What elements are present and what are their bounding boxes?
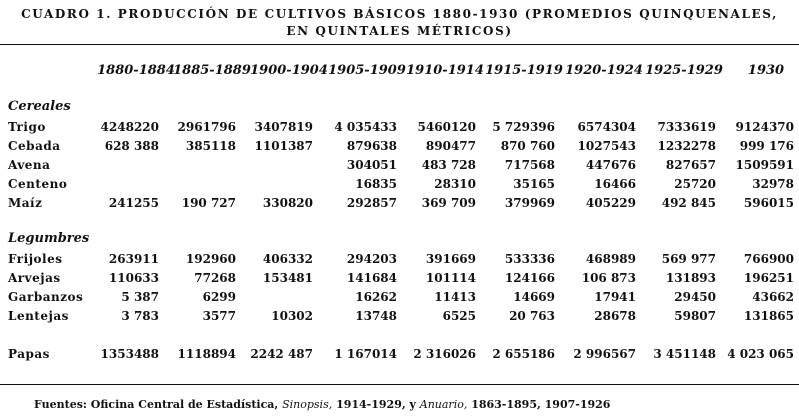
table-cell: 1118894 bbox=[177, 347, 236, 361]
table-cell: 29450 bbox=[674, 290, 716, 304]
table-cell: 292857 bbox=[346, 196, 397, 210]
table-cell: 35165 bbox=[513, 177, 555, 191]
table-cell: 3577 bbox=[202, 309, 236, 323]
table-cell: 263911 bbox=[108, 252, 159, 266]
column-header: 1900-1904 bbox=[250, 63, 328, 78]
table-cell: 628 388 bbox=[104, 139, 159, 153]
table-cell: 5 729396 bbox=[492, 120, 555, 134]
source-pub-2: Anuario, bbox=[419, 398, 468, 411]
table-cell: 827657 bbox=[665, 158, 716, 172]
table-cell: 17941 bbox=[594, 290, 636, 304]
table-cell: 405229 bbox=[585, 196, 636, 210]
table-cell: 330820 bbox=[262, 196, 313, 210]
column-header: 1930 bbox=[747, 63, 785, 78]
column-header: 1910-1914 bbox=[406, 63, 484, 78]
table-cell: 385118 bbox=[185, 139, 236, 153]
table-cell: 6525 bbox=[442, 309, 476, 323]
table-cell: 870 760 bbox=[500, 139, 555, 153]
table-cell: 16262 bbox=[355, 290, 397, 304]
table-cell: 241255 bbox=[108, 196, 159, 210]
table-cell: 999 176 bbox=[739, 139, 794, 153]
table-cell: 596015 bbox=[743, 196, 794, 210]
table-cell: 14669 bbox=[513, 290, 555, 304]
row-label-lentejas: Lentejas bbox=[8, 309, 69, 323]
table-cell: 16835 bbox=[355, 177, 397, 191]
table-cell: 1101387 bbox=[254, 139, 313, 153]
table-cell: 890477 bbox=[425, 139, 476, 153]
table-cell: 16466 bbox=[594, 177, 636, 191]
table-cell: 6299 bbox=[202, 290, 236, 304]
table-cell: 1027543 bbox=[577, 139, 636, 153]
source-note bbox=[34, 398, 610, 411]
table-cell: 468989 bbox=[585, 252, 636, 266]
table-cell: 131865 bbox=[743, 309, 794, 323]
table-cell: 1 167014 bbox=[334, 347, 397, 361]
source-range-2: 1863-1895, 1907-1926 bbox=[471, 398, 611, 411]
table-cell: 7333619 bbox=[657, 120, 716, 134]
table-cell: 196251 bbox=[743, 271, 794, 285]
table-cell: 6574304 bbox=[577, 120, 636, 134]
table-cell: 533336 bbox=[504, 252, 555, 266]
section-cereales: Cereales bbox=[8, 99, 71, 114]
section-legumbres: Legumbres bbox=[8, 231, 90, 246]
row-label-avena: Avena bbox=[8, 158, 51, 172]
table-cell: 1232278 bbox=[657, 139, 716, 153]
table-cell: 766900 bbox=[743, 252, 794, 266]
table-cell: 28310 bbox=[434, 177, 476, 191]
table-cell: 110633 bbox=[108, 271, 159, 285]
table-cell: 124166 bbox=[504, 271, 555, 285]
table-cell: 59807 bbox=[674, 309, 716, 323]
table-cell: 483 728 bbox=[421, 158, 476, 172]
table-cell: 2242 487 bbox=[250, 347, 313, 361]
row-label-cebada: Cebada bbox=[8, 139, 61, 153]
table-cell: 32978 bbox=[752, 177, 794, 191]
column-header: 1920-1924 bbox=[565, 63, 643, 78]
table-cell: 379969 bbox=[504, 196, 555, 210]
table-cell: 190 727 bbox=[181, 196, 236, 210]
row-label-garbanzos: Garbanzos bbox=[8, 290, 84, 304]
table-cell: 369 709 bbox=[421, 196, 476, 210]
table-cell: 20 763 bbox=[509, 309, 555, 323]
table-cell: 141684 bbox=[346, 271, 397, 285]
table-cell: 3407819 bbox=[254, 120, 313, 134]
table-cell: 391669 bbox=[425, 252, 476, 266]
table-cell: 3 451148 bbox=[653, 347, 716, 361]
bottom-rule bbox=[0, 384, 799, 385]
table-cell: 77268 bbox=[194, 271, 236, 285]
source-org: Oficina Central de Estadística, bbox=[90, 398, 279, 411]
column-header: 1885-1889 bbox=[173, 63, 251, 78]
table-cell: 569 977 bbox=[661, 252, 716, 266]
column-header: 1905-1909 bbox=[328, 63, 406, 78]
table-cell: 2 316026 bbox=[413, 347, 476, 361]
table-cell: 11413 bbox=[434, 290, 476, 304]
table-cell: 101114 bbox=[425, 271, 476, 285]
row-label-trigo: Trigo bbox=[8, 120, 46, 134]
table-cell: 717568 bbox=[504, 158, 555, 172]
title-line-1: CUADRO 1. PRODUCCIÓN DE CULTIVOS BÁSICOS 1880-1930 (PROMEDIOS QUINQUENALES, bbox=[21, 7, 778, 21]
table-cell: 9124370 bbox=[735, 120, 794, 134]
table-cell: 153481 bbox=[262, 271, 313, 285]
row-label-papas: Papas bbox=[8, 347, 50, 361]
row-label-centeno: Centeno bbox=[8, 177, 68, 191]
table-cell: 4248220 bbox=[100, 120, 159, 134]
column-header: 1880-1884 bbox=[97, 63, 175, 78]
table-cell: 192960 bbox=[185, 252, 236, 266]
table-cell: 13748 bbox=[355, 309, 397, 323]
table-cell: 879638 bbox=[346, 139, 397, 153]
table-cell: 5 387 bbox=[121, 290, 159, 304]
table-cell: 304051 bbox=[346, 158, 397, 172]
table-cell: 2 996567 bbox=[573, 347, 636, 361]
table-cell: 10302 bbox=[271, 309, 313, 323]
table-cell: 3 783 bbox=[121, 309, 159, 323]
table-cell: 294203 bbox=[346, 252, 397, 266]
table-cell: 447676 bbox=[585, 158, 636, 172]
source-pub-1: Sinopsis, bbox=[282, 398, 333, 411]
source-range-1: 1914-1929, y bbox=[336, 398, 416, 411]
title-line-2: EN QUINTALES MÉTRICOS) bbox=[286, 24, 513, 38]
row-label-arvejas: Arvejas bbox=[8, 271, 61, 285]
table-cell: 1353488 bbox=[100, 347, 159, 361]
source-prefix: Fuentes: bbox=[34, 398, 87, 411]
table-title bbox=[0, 6, 799, 40]
table-cell: 2 655186 bbox=[492, 347, 555, 361]
table-cell: 2961796 bbox=[177, 120, 236, 134]
table-cell: 1509591 bbox=[735, 158, 794, 172]
top-rule bbox=[0, 44, 799, 45]
table-cell: 406332 bbox=[262, 252, 313, 266]
table-cell: 106 873 bbox=[581, 271, 636, 285]
table-cell: 43662 bbox=[752, 290, 794, 304]
column-header: 1925-1929 bbox=[645, 63, 723, 78]
row-label-frijoles: Frijoles bbox=[8, 252, 63, 266]
table-cell: 4 023 065 bbox=[727, 347, 794, 361]
table-cell: 492 845 bbox=[661, 196, 716, 210]
row-label-maiz: Maíz bbox=[8, 196, 43, 210]
column-header: 1915-1919 bbox=[485, 63, 563, 78]
table-cell: 25720 bbox=[674, 177, 716, 191]
table-cell: 4 035433 bbox=[334, 120, 397, 134]
table-cell: 131893 bbox=[665, 271, 716, 285]
table-cell: 28678 bbox=[594, 309, 636, 323]
table-cell: 5460120 bbox=[417, 120, 476, 134]
